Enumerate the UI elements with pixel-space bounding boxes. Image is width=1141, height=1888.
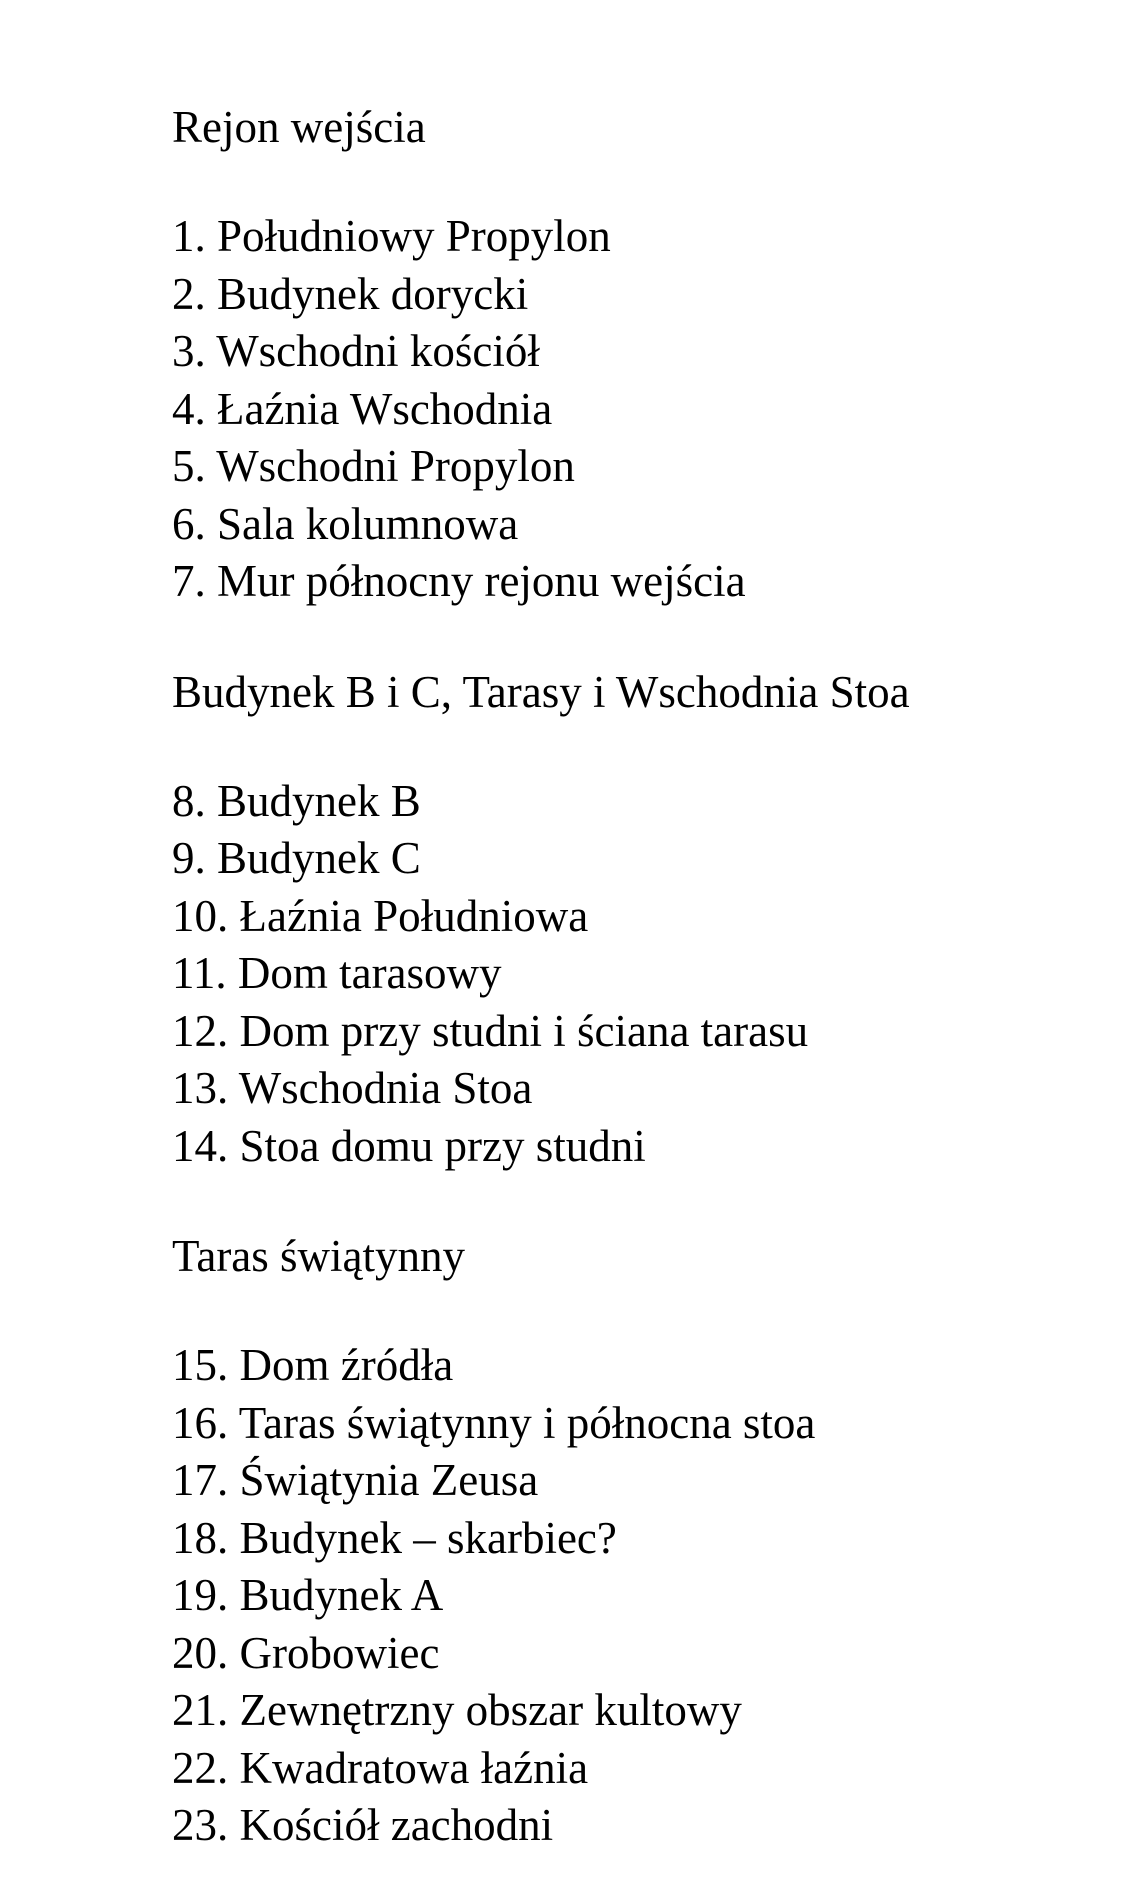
item-label: Łaźnia Wschodnia	[217, 383, 553, 434]
list-item	[172, 323, 1112, 381]
list-item	[172, 1060, 1112, 1118]
list-item	[172, 1567, 1112, 1625]
item-label: Stoa domu przy studni	[239, 1120, 646, 1171]
spacer	[172, 1285, 1112, 1337]
list-item	[172, 1797, 1112, 1855]
item-label: Budynek – skarbiec?	[239, 1512, 617, 1563]
section-list-buildings-terraces	[172, 773, 1112, 1176]
item-number: 13.	[172, 1063, 229, 1113]
item-label: Zewnętrzny obszar kultowy	[239, 1685, 742, 1735]
item-number: 19.	[172, 1570, 229, 1620]
item-number: 1.	[172, 211, 206, 261]
list-item	[172, 266, 1112, 324]
list-item	[172, 1682, 1112, 1740]
item-label: Wschodni Propylon	[216, 441, 575, 491]
item-label: Budynek dorycki	[217, 268, 529, 319]
item-label: Dom przy studni i ściana tarasu	[239, 1005, 809, 1056]
list-item	[172, 381, 1112, 439]
item-label: Południowy Propylon	[217, 211, 611, 261]
item-label: Budynek C	[217, 833, 421, 883]
list-item	[172, 888, 1112, 946]
item-label: Sala kolumnowa	[217, 498, 519, 549]
item-number: 23.	[172, 1800, 229, 1850]
section-heading-temple-terrace: Taras świątynny	[172, 1231, 466, 1281]
item-number: 11.	[172, 948, 227, 998]
list-item	[172, 1452, 1112, 1510]
list-item	[172, 1625, 1112, 1683]
list-item	[172, 438, 1112, 496]
section-list-entrance-area	[172, 208, 1112, 611]
item-number: 7.	[172, 556, 206, 606]
item-label: Grobowiec	[239, 1627, 440, 1678]
item-label: Wschodni kościół	[216, 326, 540, 376]
item-number: 12.	[172, 1005, 229, 1056]
list-item	[172, 1003, 1112, 1061]
spacer	[172, 1175, 1112, 1227]
item-label: Budynek A	[239, 1570, 444, 1620]
document-page	[172, 98, 1112, 1855]
item-label: Kwadratowa łaźnia	[239, 1742, 589, 1793]
list-item	[172, 1337, 1112, 1395]
item-label: Świątynia Zeusa	[239, 1455, 539, 1505]
list-item	[172, 208, 1112, 266]
item-number: 5.	[172, 441, 206, 491]
section-heading-buildings-terraces: Budynek B i C, Tarasy i Wschodnia Stoa	[172, 666, 910, 717]
item-number: 20.	[172, 1627, 229, 1678]
list-item	[172, 1510, 1112, 1568]
list-item	[172, 1740, 1112, 1798]
spacer	[172, 611, 1112, 663]
item-number: 18.	[172, 1512, 229, 1563]
section-heading-entrance-area: Rejon wejścia	[172, 102, 426, 152]
section-list-temple-terrace	[172, 1337, 1112, 1855]
spacer	[172, 721, 1112, 773]
list-item	[172, 1395, 1112, 1453]
item-number: 9.	[172, 833, 206, 883]
list-item	[172, 773, 1112, 831]
list-item	[172, 945, 1112, 1003]
item-number: 2.	[172, 268, 206, 319]
item-number: 8.	[172, 775, 206, 826]
spacer	[172, 156, 1112, 208]
item-label: Taras świątynny i północna stoa	[238, 1397, 816, 1448]
item-label: Dom tarasowy	[237, 948, 502, 998]
item-number: 15.	[172, 1340, 229, 1390]
item-number: 10.	[172, 890, 229, 941]
item-label: Wschodnia Stoa	[238, 1063, 533, 1113]
list-item	[172, 496, 1112, 554]
item-number: 17.	[172, 1455, 229, 1505]
item-number: 14.	[172, 1120, 229, 1171]
item-number: 6.	[172, 498, 206, 549]
item-label: Łaźnia Południowa	[239, 890, 589, 941]
item-label: Kościół zachodni	[239, 1800, 554, 1850]
item-label: Mur północny rejonu wejścia	[217, 556, 746, 606]
item-number: 22.	[172, 1742, 229, 1793]
item-number: 4.	[172, 383, 206, 434]
list-item	[172, 1118, 1112, 1176]
list-item	[172, 553, 1112, 611]
item-label: Budynek B	[217, 775, 421, 826]
item-number: 21.	[172, 1685, 229, 1735]
item-number: 3.	[172, 326, 206, 376]
item-label: Dom źródła	[239, 1340, 454, 1390]
list-item	[172, 830, 1112, 888]
item-number: 16.	[172, 1397, 229, 1448]
